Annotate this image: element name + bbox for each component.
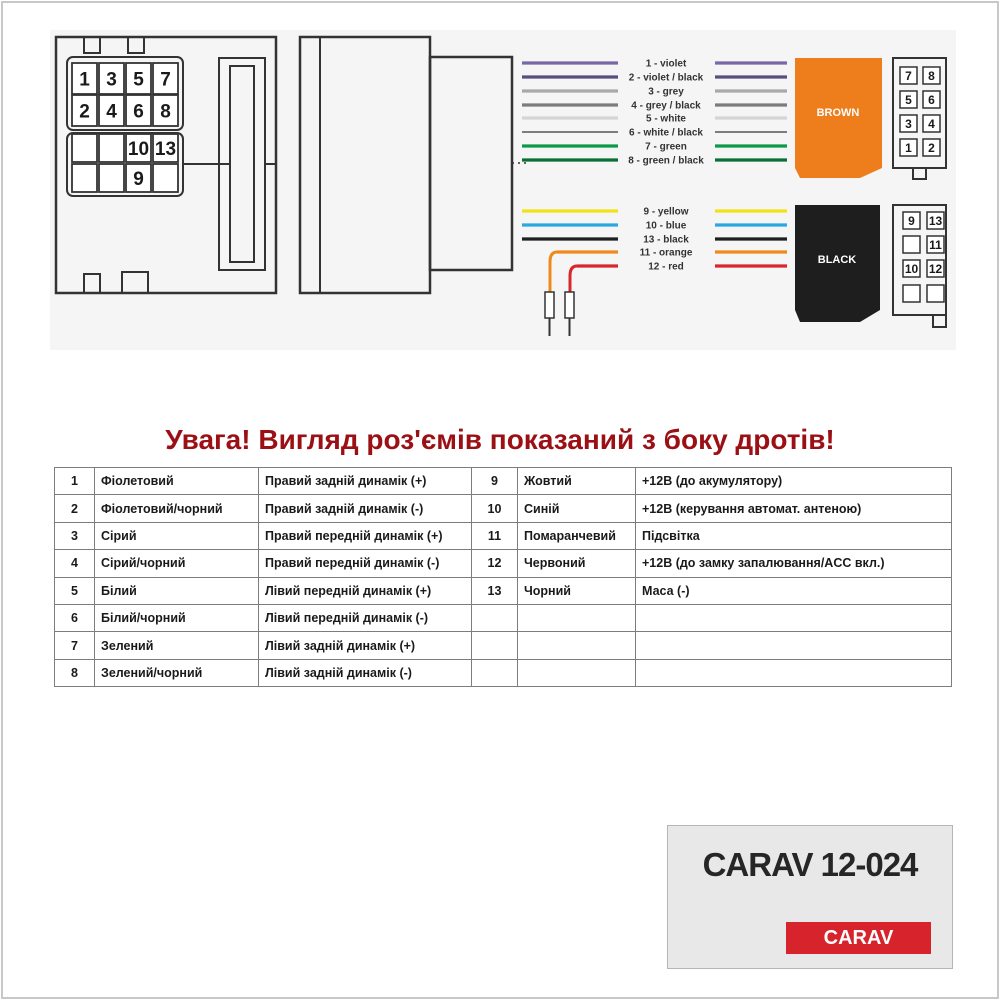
connector-pin-number: 10 bbox=[127, 139, 150, 160]
wire-color-cell: Фіолетовий bbox=[95, 468, 259, 495]
connector-pin-number: 6 bbox=[133, 101, 144, 123]
function-cell bbox=[636, 632, 952, 659]
connector-pin-number: 4 bbox=[928, 117, 935, 131]
model-box bbox=[667, 825, 953, 969]
connector-cell bbox=[153, 164, 178, 192]
function-cell: Лівий передній динамік (+) bbox=[259, 577, 472, 604]
connector-pin-number: 8 bbox=[928, 69, 935, 83]
wire-color-cell: Чорний bbox=[518, 577, 636, 604]
pin-number-cell: 13 bbox=[472, 577, 518, 604]
pin-number-cell: 4 bbox=[55, 550, 95, 577]
connector-cell bbox=[99, 134, 124, 162]
wire-color-cell: Білий bbox=[95, 577, 259, 604]
warning-heading: Увага! Вигляд роз'ємів показаний з боку дротів! bbox=[165, 424, 835, 455]
function-cell: Правий задній динамік (+) bbox=[259, 468, 472, 495]
table-row bbox=[55, 604, 952, 631]
function-cell bbox=[636, 604, 952, 631]
pin-number-cell: 2 bbox=[55, 495, 95, 522]
function-cell: Лівий задній динамік (-) bbox=[259, 659, 472, 686]
wire-label: 10 - blue bbox=[645, 220, 687, 232]
connector-pin-number: 9 bbox=[133, 169, 144, 190]
black-connector-label: BLACK bbox=[817, 254, 857, 266]
wire-label: 7 - green bbox=[645, 141, 687, 153]
connector-cell bbox=[903, 236, 920, 253]
connector-pin-number: 13 bbox=[154, 139, 177, 160]
connector-pin-number: 12 bbox=[928, 262, 943, 276]
function-cell: Лівий передній динамік (-) bbox=[259, 604, 472, 631]
function-cell: Правий передній динамік (+) bbox=[259, 522, 472, 549]
connector-cell bbox=[72, 164, 97, 192]
function-cell: Правий задній динамік (-) bbox=[259, 495, 472, 522]
wire-label: 6 - white / black bbox=[629, 127, 703, 139]
wire-color-cell bbox=[518, 604, 636, 631]
pin-number-cell: 5 bbox=[55, 577, 95, 604]
connector-pin-number: 8 bbox=[160, 101, 171, 123]
connector-pin-number: 3 bbox=[905, 117, 912, 131]
function-cell: Правий передній динамік (-) bbox=[259, 550, 472, 577]
connector-pin-number: 6 bbox=[928, 93, 935, 107]
pin-number-cell: 12 bbox=[472, 550, 518, 577]
pin-number-cell bbox=[472, 604, 518, 631]
connector-pin-number: 13 bbox=[928, 214, 943, 228]
wire-color-cell: Жовтий bbox=[518, 468, 636, 495]
function-cell: Лівий задній динамік (+) bbox=[259, 632, 472, 659]
wire-label: 11 - orange bbox=[639, 247, 693, 259]
connector-pin-number: 11 bbox=[929, 238, 942, 252]
pin-number-cell: 9 bbox=[472, 468, 518, 495]
connector-pin-number: 7 bbox=[160, 69, 171, 91]
wire-color-cell: Помаранчевий bbox=[518, 522, 636, 549]
wire-color-cell: Зелений/чорний bbox=[95, 659, 259, 686]
connector-pin-number: 5 bbox=[905, 93, 912, 107]
table-row bbox=[55, 495, 952, 522]
connector-cell bbox=[927, 285, 944, 302]
connector-pin-number: 7 bbox=[905, 69, 912, 83]
model-title: CARAV 12-024 bbox=[702, 846, 918, 883]
function-cell: +12В (до акумулятору) bbox=[636, 468, 952, 495]
wiring-diagram bbox=[0, 0, 1000, 360]
connector-cell bbox=[99, 164, 124, 192]
pin-number-cell bbox=[472, 632, 518, 659]
function-cell: Маса (-) bbox=[636, 577, 952, 604]
wire-color-cell bbox=[518, 659, 636, 686]
connector-pin-number: 4 bbox=[106, 101, 117, 123]
table-row bbox=[55, 659, 952, 686]
pin-number-cell: 7 bbox=[55, 632, 95, 659]
wire-color-cell: Білий/чорний bbox=[95, 604, 259, 631]
connector-pin-number: 5 bbox=[133, 69, 144, 91]
pin-number-cell bbox=[472, 659, 518, 686]
pin-number-cell: 8 bbox=[55, 659, 95, 686]
wire-label: 2 - violet / black bbox=[628, 72, 704, 84]
pin-number-cell: 3 bbox=[55, 522, 95, 549]
wire-color-cell: Сірий bbox=[95, 522, 259, 549]
function-cell: Підсвітка bbox=[636, 522, 952, 549]
wire-color-cell: Червоний bbox=[518, 550, 636, 577]
pin-number-cell: 6 bbox=[55, 604, 95, 631]
wire-label: 4 - grey / black bbox=[631, 100, 701, 112]
wire-color-cell: Сірий/чорний bbox=[95, 550, 259, 577]
wire-label: 8 - green / black bbox=[628, 155, 704, 167]
pin-number-cell: 1 bbox=[55, 468, 95, 495]
connector-pin-number: 1 bbox=[905, 141, 912, 155]
connector-pin-number: 2 bbox=[928, 141, 935, 155]
wire-color-cell: Фіолетовий/чорний bbox=[95, 495, 259, 522]
connector-pin-number: 3 bbox=[106, 69, 117, 91]
table-row bbox=[55, 632, 952, 659]
wire-label: 9 - yellow bbox=[643, 206, 689, 218]
wire-color-cell: Синій bbox=[518, 495, 636, 522]
brown-connector-label: BROWN bbox=[816, 107, 860, 119]
pinout-table bbox=[54, 467, 952, 687]
function-cell bbox=[636, 659, 952, 686]
wire-color-cell: Зелений bbox=[95, 632, 259, 659]
connector-pin-number: 1 bbox=[79, 69, 90, 91]
wire-label: 13 - black bbox=[643, 234, 689, 246]
wire-label: 1 - violet bbox=[645, 58, 687, 70]
table-row bbox=[55, 577, 952, 604]
wire-label: 3 - grey bbox=[648, 86, 684, 98]
pin-number-cell: 10 bbox=[472, 495, 518, 522]
table-row bbox=[55, 468, 952, 495]
connector-cell bbox=[72, 134, 97, 162]
connector-pin-number: 10 bbox=[904, 262, 919, 276]
function-cell: +12В (керування автомат. антеною) bbox=[636, 495, 952, 522]
pin-number-cell: 11 bbox=[472, 522, 518, 549]
wire-color-cell bbox=[518, 632, 636, 659]
table-row bbox=[55, 550, 952, 577]
wire-label: 12 - red bbox=[648, 261, 684, 273]
connector-cell bbox=[903, 285, 920, 302]
wire-label: 5 - white bbox=[645, 113, 687, 125]
table-row bbox=[55, 522, 952, 549]
function-cell: +12В (до замку запалювання/ACC вкл.) bbox=[636, 550, 952, 577]
connector-pin-number: 2 bbox=[79, 101, 90, 123]
carav-logo: CARAV bbox=[786, 922, 931, 954]
connector-pin-number: 9 bbox=[908, 214, 915, 228]
